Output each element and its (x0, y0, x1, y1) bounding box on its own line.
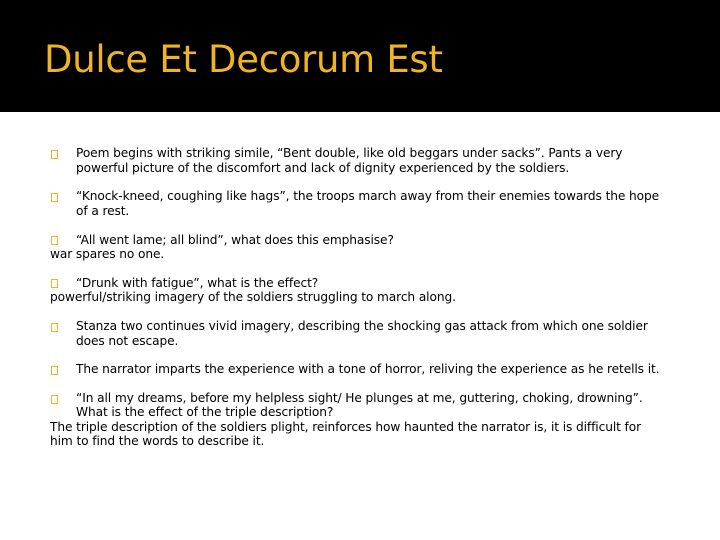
bullet-text-line: Stanza two continues vivid imagery, describing the shocking gas attack from which one soldier (76, 319, 648, 333)
bullet-text-line: “In all my dreams, before my helpless sight/ He plunges at me, guttering, choking, drowning”. (76, 391, 643, 405)
bullet-square-icon (51, 236, 58, 245)
bullet-text-line: powerful/striking imagery of the soldiers struggling to march along. (50, 290, 456, 304)
bullet-text-line: What is the effect of the triple description? (76, 405, 334, 419)
bullet-text-line: of a rest. (76, 204, 130, 218)
bullet-square-icon (51, 193, 58, 202)
bullet-text-line: powerful picture of the discomfort and lack of dignity experienced by the soldiers. (76, 161, 570, 175)
bullet-text-line: Poem begins with striking simile, “Bent double, like old beggars under sacks”. Pants a very (76, 146, 623, 160)
bullet-square-icon (51, 366, 58, 375)
bullet-square-icon (51, 395, 58, 404)
bullet-text-line: The triple description of the soldiers plight, reinforces how haunted the narrator is, it is difficult for (50, 420, 642, 434)
bullet-square-icon (51, 279, 58, 288)
bullet-text-line: him to find the words to describe it. (50, 434, 265, 448)
bullet-text-line: “Knock-kneed, coughing like hags”, the troops march away from their enemies towards the hope (76, 189, 660, 203)
bullet-square-icon (51, 150, 58, 159)
bullet-text-line: “All went lame; all blind”, what does this emphasise? (76, 233, 394, 247)
bullet-text-line: “Drunk with fatigue”, what is the effect? (76, 276, 319, 290)
bullet-square-icon (51, 323, 58, 332)
slide-title: Dulce Et Decorum Est (44, 38, 443, 81)
bullet-text-line: war spares no one. (50, 247, 165, 261)
bullet-text-line: The narrator imparts the experience with a tone of horror, reliving the experience as he retells it. (76, 362, 660, 376)
bullet-text-line: does not escape. (76, 334, 179, 348)
